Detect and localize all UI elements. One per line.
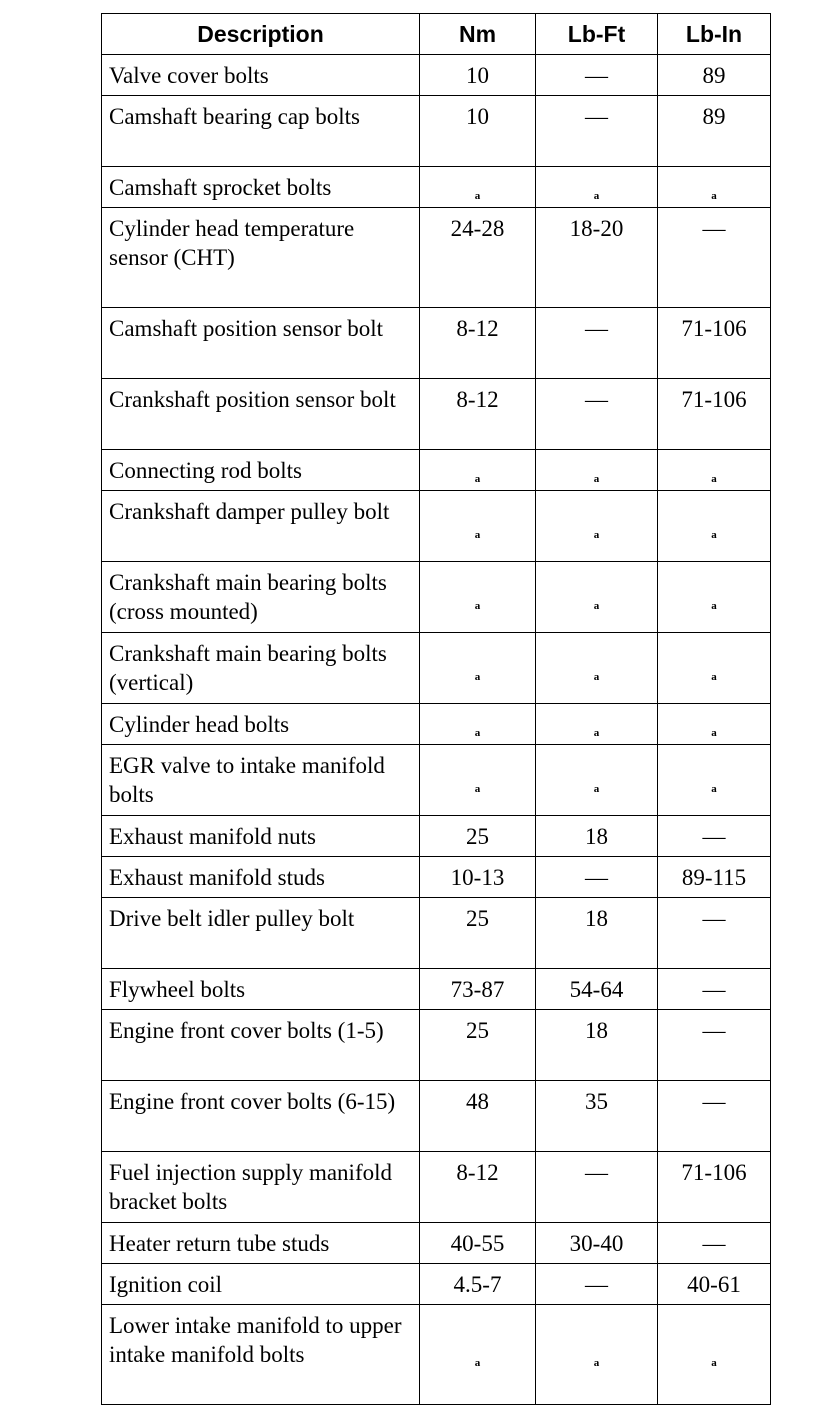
cell-lb-in — [658, 167, 771, 208]
table-row — [102, 96, 771, 167]
footnote-marker: a — [474, 599, 481, 612]
cell-lb-ft — [536, 1305, 658, 1405]
footnote-marker: a — [593, 528, 600, 541]
cell-description: Crankshaft damper pulley bolt — [102, 491, 420, 562]
cell-nm — [420, 450, 536, 491]
footnote-marker: a — [593, 472, 600, 485]
cell-description: Camshaft sprocket bolts — [102, 167, 420, 208]
cell-lb-ft: 30-40 — [536, 1223, 658, 1264]
footnote-marker: a — [711, 782, 717, 795]
cell-lb-ft: — — [536, 96, 658, 167]
cell-lb-ft — [536, 562, 658, 633]
header-row — [102, 14, 771, 55]
cell-lb-in — [658, 633, 771, 704]
cell-nm: 48 — [420, 1081, 536, 1152]
footnote-marker: a — [474, 726, 481, 739]
cell-description: Exhaust manifold nuts — [102, 816, 420, 857]
table-row — [102, 857, 771, 898]
table-row — [102, 55, 771, 96]
cell-lb-in — [658, 562, 771, 633]
cell-lb-in: — — [658, 816, 771, 857]
footnote-marker: a — [711, 189, 717, 202]
cell-description: Camshaft position sensor bolt — [102, 308, 420, 379]
cell-nm: 25 — [420, 1010, 536, 1081]
cell-lb-ft: — — [536, 308, 658, 379]
footnote-marker: a — [474, 189, 481, 202]
cell-lb-in: — — [658, 1010, 771, 1081]
cell-nm: 40-55 — [420, 1223, 536, 1264]
footnote-marker: a — [474, 472, 481, 485]
table-row — [102, 1010, 771, 1081]
cell-lb-ft — [536, 167, 658, 208]
cell-lb-in: — — [658, 969, 771, 1010]
cell-lb-ft — [536, 450, 658, 491]
cell-description: Engine front cover bolts (6-15) — [102, 1081, 420, 1152]
cell-lb-ft — [536, 633, 658, 704]
cell-description: Ignition coil — [102, 1264, 420, 1305]
cell-nm — [420, 633, 536, 704]
footnote-marker: a — [593, 670, 600, 683]
cell-description: Cylinder head temperature sensor (CHT) — [102, 208, 420, 308]
footnote-marker: a — [474, 670, 481, 683]
cell-nm: 8-12 — [420, 1152, 536, 1223]
cell-lb-ft: — — [536, 1152, 658, 1223]
cell-nm: 10-13 — [420, 857, 536, 898]
cell-description: Valve cover bolts — [102, 55, 420, 96]
table-row — [102, 167, 771, 208]
table-row — [102, 308, 771, 379]
cell-description: Fuel injection supply manifold bracket bolts — [102, 1152, 420, 1223]
footnote-marker: a — [593, 1357, 600, 1369]
cell-lb-ft: 54-64 — [536, 969, 658, 1010]
cell-nm: 73-87 — [420, 969, 536, 1010]
cell-nm — [420, 704, 536, 745]
cell-description: Crankshaft main bearing bolts (vertical) — [102, 633, 420, 704]
footnote-marker: a — [593, 189, 600, 202]
table-row — [102, 379, 771, 450]
footnote-marker: a — [711, 670, 717, 683]
cell-lb-in: — — [658, 208, 771, 308]
footnote-marker: a — [593, 599, 600, 612]
cell-lb-in — [658, 1305, 771, 1405]
table-row — [102, 208, 771, 308]
torque-spec-table — [101, 13, 771, 1405]
cell-lb-in: — — [658, 1081, 771, 1152]
cell-nm: 10 — [420, 96, 536, 167]
cell-nm — [420, 562, 536, 633]
table-row — [102, 704, 771, 745]
table-row — [102, 898, 771, 969]
cell-nm: 25 — [420, 816, 536, 857]
cell-nm: 4.5-7 — [420, 1264, 536, 1305]
table-row — [102, 1223, 771, 1264]
cell-lb-in: — — [658, 898, 771, 969]
cell-lb-in — [658, 745, 771, 816]
cell-nm — [420, 1305, 536, 1405]
cell-nm: 24-28 — [420, 208, 536, 308]
header-description: Description — [102, 14, 420, 55]
cell-nm: 8-12 — [420, 308, 536, 379]
footnote-marker: a — [593, 726, 600, 739]
cell-lb-ft: — — [536, 1264, 658, 1305]
table-body — [102, 55, 771, 1405]
cell-lb-ft: — — [536, 379, 658, 450]
table-row — [102, 562, 771, 633]
table-row — [102, 969, 771, 1010]
cell-description: Flywheel bolts — [102, 969, 420, 1010]
cell-lb-ft: 18 — [536, 1010, 658, 1081]
footnote-marker: a — [711, 528, 717, 541]
cell-lb-in: 89 — [658, 96, 771, 167]
cell-description: Lower intake manifold to upper intake manifold bolts — [102, 1305, 420, 1405]
cell-nm — [420, 491, 536, 562]
cell-nm: 8-12 — [420, 379, 536, 450]
footnote-marker: a — [711, 726, 717, 739]
cell-lb-ft — [536, 491, 658, 562]
cell-lb-ft: — — [536, 857, 658, 898]
cell-lb-in: 71-106 — [658, 1152, 771, 1223]
cell-lb-in: 40-61 — [658, 1264, 771, 1305]
cell-lb-ft — [536, 745, 658, 816]
footnote-marker: a — [474, 1357, 481, 1369]
table-row — [102, 1152, 771, 1223]
cell-lb-in — [658, 704, 771, 745]
cell-description: Drive belt idler pulley bolt — [102, 898, 420, 969]
cell-nm — [420, 167, 536, 208]
cell-nm — [420, 745, 536, 816]
table-row — [102, 745, 771, 816]
footnote-marker: a — [593, 782, 600, 795]
cell-lb-in: 89 — [658, 55, 771, 96]
table-row — [102, 491, 771, 562]
table-row — [102, 633, 771, 704]
table-row — [102, 1264, 771, 1305]
table-header — [102, 14, 771, 55]
footnote-marker: a — [711, 1357, 717, 1369]
cell-lb-in: — — [658, 1223, 771, 1264]
cell-description: Heater return tube studs — [102, 1223, 420, 1264]
cell-description: Crankshaft position sensor bolt — [102, 379, 420, 450]
footnote-marker: a — [474, 782, 481, 795]
cell-description: EGR valve to intake manifold bolts — [102, 745, 420, 816]
cell-description: Connecting rod bolts — [102, 450, 420, 491]
cell-description: Camshaft bearing cap bolts — [102, 96, 420, 167]
cell-lb-ft — [536, 704, 658, 745]
cell-nm: 25 — [420, 898, 536, 969]
table-row — [102, 1081, 771, 1152]
cell-description: Cylinder head bolts — [102, 704, 420, 745]
cell-description: Crankshaft main bearing bolts (cross mounted) — [102, 562, 420, 633]
cell-lb-ft: — — [536, 55, 658, 96]
cell-lb-ft: 18-20 — [536, 208, 658, 308]
header-lb-ft: Lb-Ft — [536, 14, 658, 55]
cell-lb-in: 89-115 — [658, 857, 771, 898]
cell-description: Exhaust manifold studs — [102, 857, 420, 898]
cell-lb-in — [658, 450, 771, 491]
table-row — [102, 816, 771, 857]
cell-description: Engine front cover bolts (1-5) — [102, 1010, 420, 1081]
cell-lb-ft: 18 — [536, 898, 658, 969]
cell-lb-in — [658, 491, 771, 562]
cell-lb-in: 71-106 — [658, 308, 771, 379]
cell-lb-ft: 35 — [536, 1081, 658, 1152]
cell-nm: 10 — [420, 55, 536, 96]
cell-lb-ft: 18 — [536, 816, 658, 857]
table-row — [102, 450, 771, 491]
cell-lb-in: 71-106 — [658, 379, 771, 450]
header-lb-in: Lb-In — [658, 14, 771, 55]
footnote-marker: a — [474, 528, 481, 541]
footnote-marker: a — [711, 599, 717, 612]
header-nm: Nm — [420, 14, 536, 55]
table-row — [102, 1305, 771, 1405]
footnote-marker: a — [711, 472, 717, 485]
